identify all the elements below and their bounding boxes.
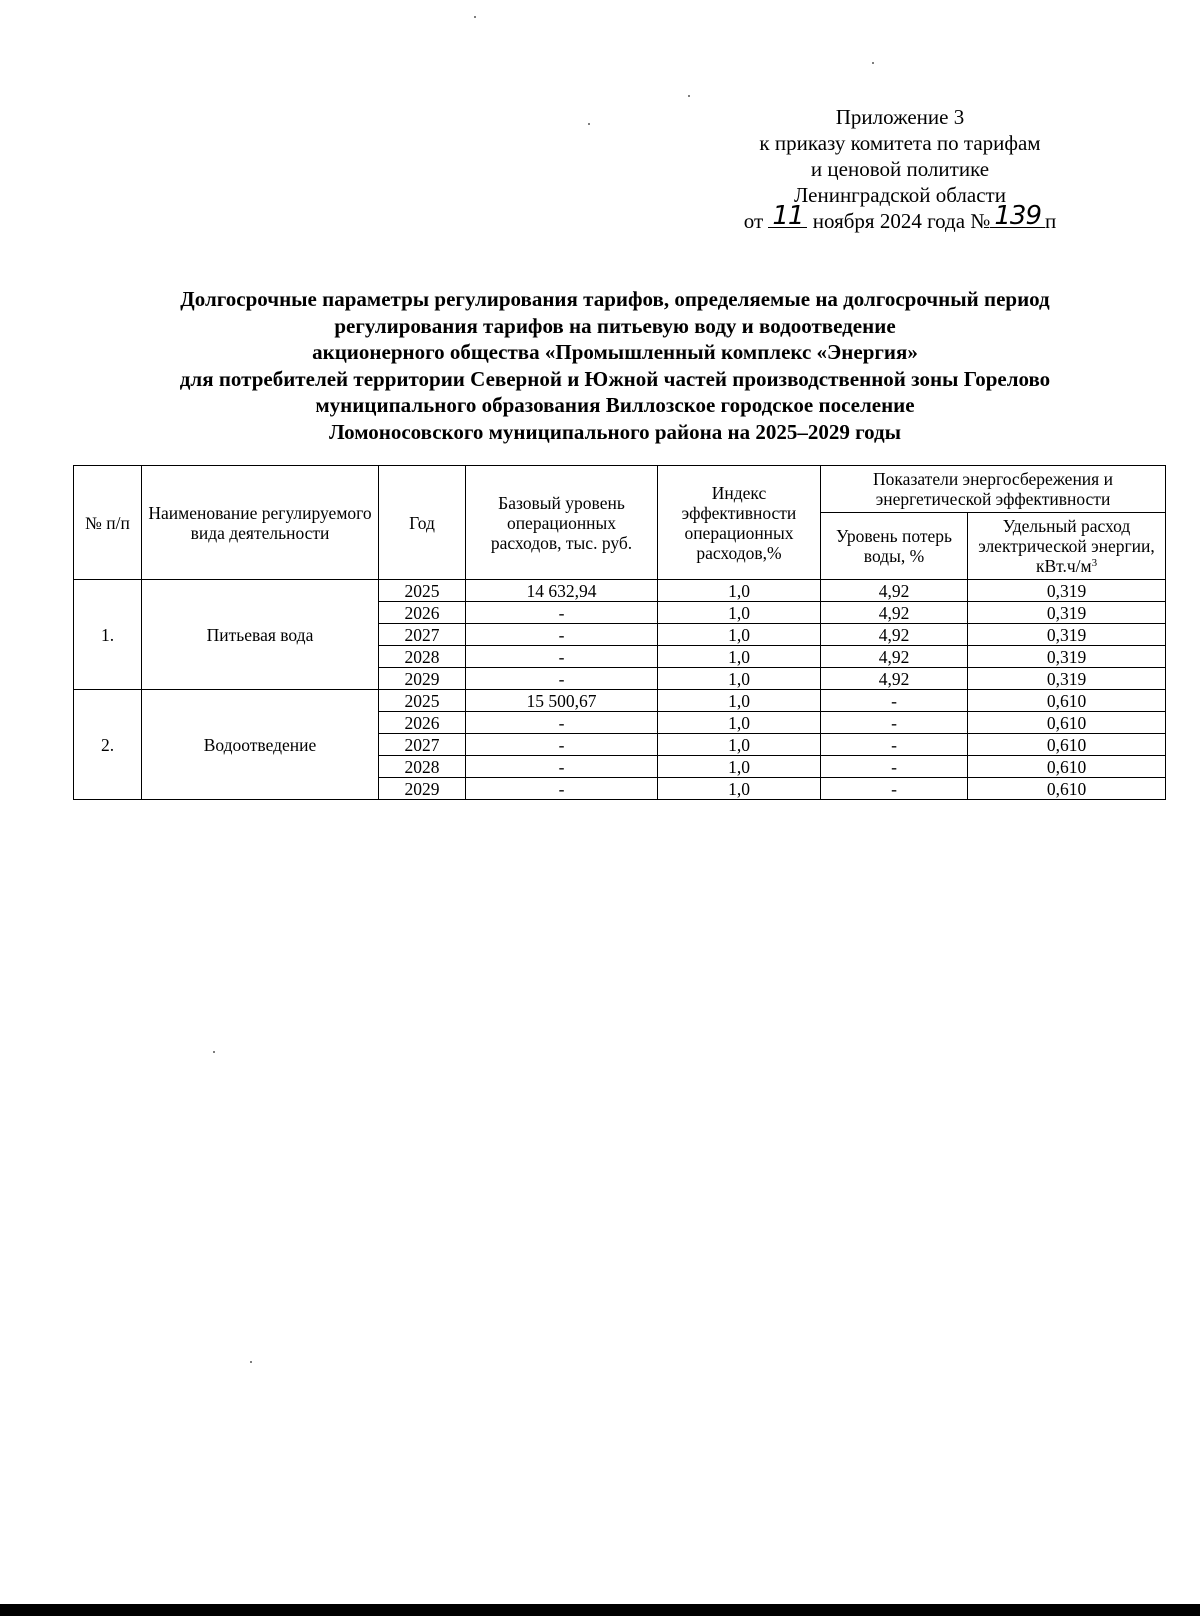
cell-elec: 0,319 xyxy=(968,580,1166,602)
title-line-1: Долгосрочные параметры регулирования тарифов, определяемые на долгосрочный период xyxy=(180,287,1050,311)
header-num: № п/п xyxy=(74,466,142,580)
cell-base: 15 500,67 xyxy=(466,690,658,712)
scan-speck xyxy=(474,16,476,18)
header-electricity-rate-sup: 3 xyxy=(1091,557,1098,569)
cell-year: 2027 xyxy=(379,734,466,756)
header-year: Год xyxy=(379,466,466,580)
cell-index: 1,0 xyxy=(658,646,821,668)
cell-base: - xyxy=(466,734,658,756)
scan-speck xyxy=(588,123,590,125)
cell-index: 1,0 xyxy=(658,624,821,646)
header-activity-name: Наименование регулируемого вида деятельности xyxy=(142,466,379,580)
scan-speck xyxy=(688,95,690,97)
cell-elec: 0,610 xyxy=(968,778,1166,800)
cell-loss: 4,92 xyxy=(821,580,968,602)
header-efficiency-index: Индекс эффективности операционных расходов,% xyxy=(658,466,821,580)
date-prefix: от xyxy=(743,209,764,233)
cell-year: 2025 xyxy=(379,580,466,602)
cell-loss: 4,92 xyxy=(821,602,968,624)
cell-index: 1,0 xyxy=(658,602,821,624)
cell-elec: 0,319 xyxy=(968,646,1166,668)
header-electricity-rate-text: Удельный расход электрической энергии, кВт.ч/м xyxy=(978,516,1155,576)
cell-loss: 4,92 xyxy=(821,646,968,668)
cell-base: - xyxy=(466,778,658,800)
title-line-3: акционерного общества «Промышленный комплекс «Энергия» xyxy=(312,340,918,364)
cell-elec: 0,610 xyxy=(968,756,1166,778)
cell-loss: 4,92 xyxy=(821,624,968,646)
cell-base: - xyxy=(466,602,658,624)
cell-year: 2029 xyxy=(379,778,466,800)
cell-loss: - xyxy=(821,690,968,712)
cell-year: 2028 xyxy=(379,646,466,668)
cell-year: 2028 xyxy=(379,756,466,778)
cell-year: 2025 xyxy=(379,690,466,712)
header-electricity-rate xyxy=(968,513,1166,580)
handwritten-day: 11 xyxy=(768,205,807,228)
table-row xyxy=(74,580,1166,602)
appendix-line-3: и ценовой политике xyxy=(810,157,990,181)
scan-bottom-edge xyxy=(0,1604,1200,1616)
cell-loss: - xyxy=(821,712,968,734)
appendix-line-2: к приказу комитета по тарифам xyxy=(759,131,1041,155)
section-name: Питьевая вода xyxy=(142,580,379,690)
scan-speck xyxy=(213,1051,215,1053)
section-num: 2. xyxy=(74,690,142,800)
title-line-6: Ломоносовского муниципального района на 2025–2029 годы xyxy=(328,419,902,444)
table-row xyxy=(74,690,1166,712)
appendix-header xyxy=(700,104,1100,234)
scan-speck xyxy=(250,1361,252,1363)
appendix-date-line xyxy=(700,201,1100,234)
cell-elec: 0,610 xyxy=(968,734,1166,756)
cell-elec: 0,319 xyxy=(968,668,1166,690)
handwritten-order-number: 139 xyxy=(990,205,1045,228)
cell-index: 1,0 xyxy=(658,734,821,756)
order-suffix: п xyxy=(1045,209,1057,233)
cell-loss: - xyxy=(821,778,968,800)
cell-year: 2026 xyxy=(379,602,466,624)
cell-elec: 0,319 xyxy=(968,602,1166,624)
cell-elec: 0,610 xyxy=(968,690,1166,712)
tariff-parameters-table xyxy=(73,465,1166,800)
cell-year: 2027 xyxy=(379,624,466,646)
cell-loss: 4,92 xyxy=(821,668,968,690)
cell-index: 1,0 xyxy=(658,580,821,602)
cell-year: 2029 xyxy=(379,668,466,690)
cell-index: 1,0 xyxy=(658,712,821,734)
cell-loss: - xyxy=(821,734,968,756)
header-base-level: Базовый уровень операционных расходов, тыс. руб. xyxy=(466,466,658,580)
title-line-2: регулирования тарифов на питьевую воду и водоотведение xyxy=(334,313,896,338)
cell-index: 1,0 xyxy=(658,690,821,712)
document-title xyxy=(80,286,1150,445)
title-line-4: для потребителей территории Северной и Южной частей производственной зоны Горелово xyxy=(179,366,1051,391)
title-line-5: муниципального образования Виллозское городское поселение xyxy=(315,393,915,417)
cell-index: 1,0 xyxy=(658,778,821,800)
header-water-loss: Уровень потерь воды, % xyxy=(821,513,968,580)
section-name: Водоотведение xyxy=(142,690,379,800)
cell-elec: 0,610 xyxy=(968,712,1166,734)
cell-year: 2026 xyxy=(379,712,466,734)
appendix-line-4: Ленинградской области xyxy=(794,183,1006,207)
cell-base: 14 632,94 xyxy=(466,580,658,602)
section-num: 1. xyxy=(74,580,142,690)
cell-base: - xyxy=(466,624,658,646)
cell-base: - xyxy=(466,712,658,734)
cell-index: 1,0 xyxy=(658,668,821,690)
cell-elec: 0,319 xyxy=(968,624,1166,646)
cell-base: - xyxy=(466,646,658,668)
cell-base: - xyxy=(466,668,658,690)
date-month-year: ноября 2024 года № xyxy=(812,209,991,233)
cell-base: - xyxy=(466,756,658,778)
cell-loss: - xyxy=(821,756,968,778)
scan-speck xyxy=(872,62,874,64)
cell-index: 1,0 xyxy=(658,756,821,778)
appendix-line-1: Приложение 3 xyxy=(835,105,965,129)
header-energy-group: Показатели энергосбережения и энергетической эффективности xyxy=(821,466,1166,513)
